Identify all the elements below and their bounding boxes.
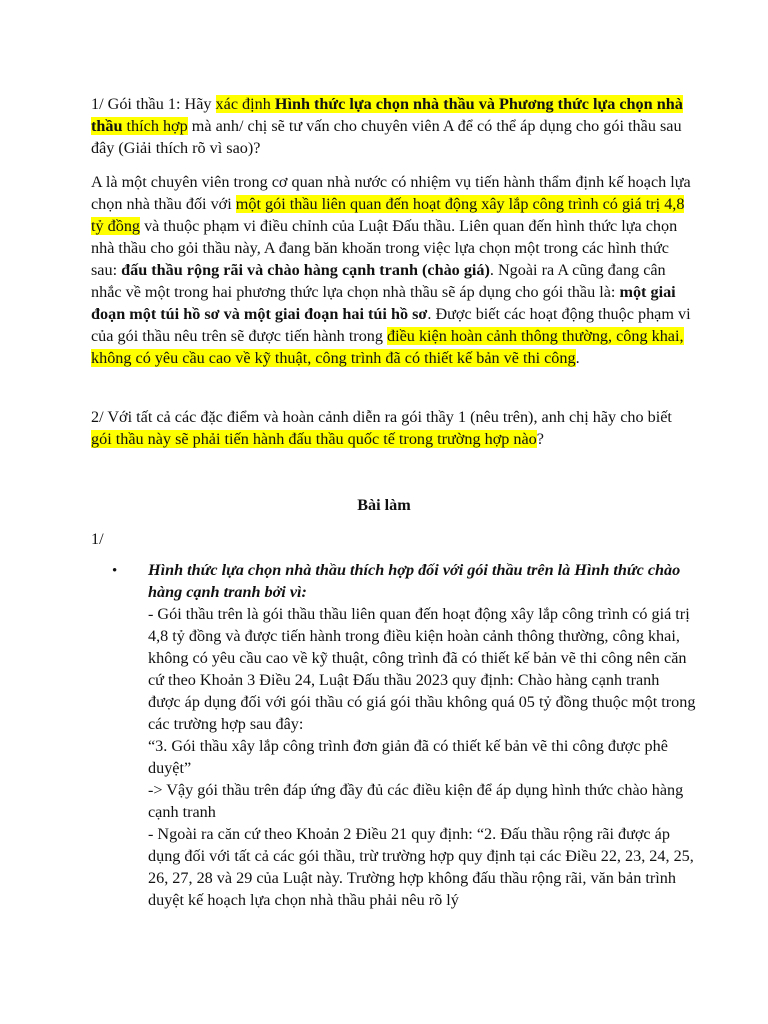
question-1-prefix: 1/ Gói thầu 1: Hãy xyxy=(91,95,216,113)
scenario-text-1: A là một chuyên viên trong cơ quan nhà nước có nhiệm vụ tiến hành thẩm định kế hoạch lựa chọn nhà thầu đối với xyxy=(91,173,691,213)
bullet-line: -> Vậy gói thầu trên đáp ứng đầy đủ các điều kiện để áp dụng hình thức chào hàng cạnh tranh xyxy=(148,781,684,821)
scenario-paragraph xyxy=(91,171,696,369)
scenario-text-5: . xyxy=(575,349,580,367)
highlight-appropriate: thích hợp xyxy=(122,117,188,135)
question-2 xyxy=(91,406,696,450)
answer-label: 1/ xyxy=(91,530,104,548)
highlight-international-bidding: gói thầu này sẽ phải tiến hành đấu thầu quốc tế trong trường hợp nào xyxy=(91,430,537,448)
bullet-content xyxy=(148,559,696,911)
question-2-text-1: 2/ Với tất cả các đặc điểm và hoàn cảnh diễn ra gói thầy 1 (nêu trên), anh chị hãy cho biết xyxy=(91,408,672,426)
bullet-line: “3. Gói thầu xây lắp công trình đơn giản đã có thiết kế bản vẽ thi công được phê duyệt” xyxy=(148,737,668,777)
bold-selection-methods: một giai đoạn một túi hồ sơ và một giai đoạn hai túi hồ sơ xyxy=(91,283,676,323)
highlight-package-value: một gói thầu liên quan đến hoạt động xây lắp công trình có giá trị 4,8 tỷ đồng xyxy=(91,195,685,235)
highlight-method-bold: Hình thức lựa chọn nhà thầu và Phương thức lựa chọn nhà thầu xyxy=(91,95,683,135)
question-1 xyxy=(91,93,696,159)
answer-title: Bài làm xyxy=(357,496,411,514)
highlight-conditions: điều kiện hoàn cảnh thông thường, công khai, không có yêu cầu cao về kỹ thuật, công trình đã có thiết kế bản vẽ thi công xyxy=(91,327,684,367)
bullet-line: - Ngoài ra căn cứ theo Khoản 2 Điều 21 quy định: “2. Đấu thầu rộng rãi được áp dụng đối với tất cả các gói thầu, trừ trường hợp quy định tại các Điều 22, 23, 24, 25, 26, 27, 28 và 29 của Luật này. Trường hợp không đấu thầu rộng rãi, văn bản trình duyệt kế hoạch lựa chọn nhà thầu phải nêu rõ lý xyxy=(148,825,694,909)
question-1-suffix: mà anh/ chị sẽ tư vấn cho chuyên viên A để có thể áp dụng cho gói thầu sau đây (Giải thích rõ vì sao)? xyxy=(91,117,682,157)
bullet-marker: • xyxy=(112,563,118,579)
highlight-determine: xác định xyxy=(215,95,275,113)
bullet-line: - Gói thầu trên là gói thầu thầu liên quan đến hoạt động xây lắp công trình có giá trị 4,8 tỷ đồng và được tiến hành trong điều kiện hoàn cảnh thông thường, công khai, không có yêu cầu cao về kỹ thuật, công trình đã có thiết kế bản vẽ thi công nên căn cứ theo Khoản 3 Điều 24, Luật Đấu thầu 2023 quy định: Chào hàng cạnh tranh được áp dụng đối với gói thầu có giá gói thầu không quá 05 tỷ đồng thuộc một trong các trường hợp sau đây: xyxy=(148,605,696,733)
scenario-text-3: . Ngoài ra A cũng đang cân nhắc về một trong hai phương thức lựa chọn nhà thầu sẽ áp dụng cho gói thầu là: xyxy=(91,261,666,301)
bullet-heading: Hình thức lựa chọn nhà thầu thích hợp đối với gói thầu trên là Hình thức chào hàng cạnh tranh bởi vì: xyxy=(148,561,681,601)
question-2-text-2: ? xyxy=(536,430,544,448)
bold-selection-forms: đấu thầu rộng rãi và chào hàng cạnh tranh (chào giá) xyxy=(121,261,490,279)
scenario-text-4: . Được biết các hoạt động thuộc phạm vi của gói thầu nêu trên sẽ được tiến hành trong xyxy=(91,305,691,345)
scenario-text-2: và thuộc phạm vi điều chỉnh của Luật Đấu thầu. Liên quan đến hình thức lựa chọn nhà thầu cho gỏi thầu này, A đang băn khoăn trong việc lựa chọn một trong các hình thức sau: xyxy=(91,217,678,279)
